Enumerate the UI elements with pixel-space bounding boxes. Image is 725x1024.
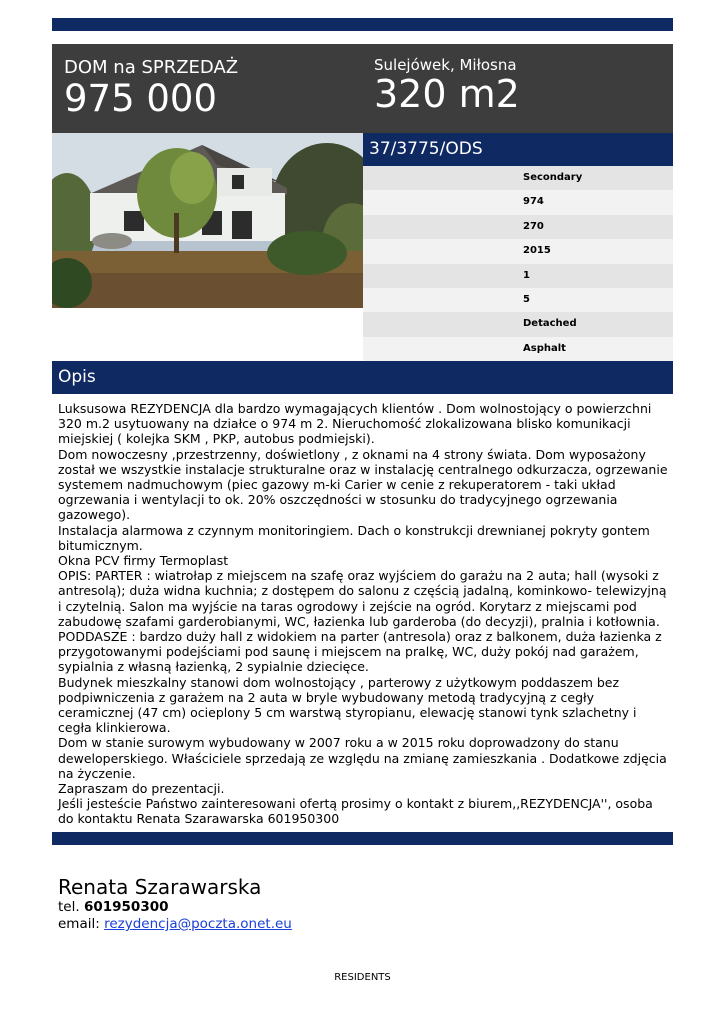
detail-value: 974 — [523, 196, 544, 208]
agent-email-link[interactable]: rezydencja@poczta.onet.eu — [104, 916, 292, 932]
description-paragraph: Okna PCV firmy Termoplast — [58, 553, 229, 569]
detail-row — [363, 215, 673, 239]
detail-row — [363, 239, 673, 263]
detail-row — [363, 288, 673, 312]
detail-value: Secondary — [523, 172, 583, 183]
listing-header — [52, 44, 673, 133]
detail-value: 2015 — [523, 245, 551, 257]
description-paragraph: Dom nowoczesny ,przestrzenny, doświetlony , z oknami na 4 strony świata. Dom wyposażony został we wszystkie instalacje strukturalne oraz w instalację centralnego odkurzacza, ogrzewanie systemem nadmuchowym (piec gazowy m-ki Carier w cenie z rekuperatorem - taki układ ogrzewania i wentylacji to ok. 20% oszczędności w stosunku do tradycyjnego ogrzewania gazowego). — [58, 446, 668, 523]
detail-row — [363, 166, 673, 190]
agent-phone-line — [58, 899, 292, 916]
reference-number: 37/3775/ODS — [369, 139, 483, 159]
detail-value: Asphalt — [523, 342, 566, 354]
description-paragraph: OPIS: PARTER : wiatrołap z miejscem na szafę oraz wyjściem do garażu na 2 auta; hall (wysoki z antresolą); duża widna kuchnia; z dostępem do salonu z częścią jadalną, kominkowo- telewizyjną i czytelnią. Salon ma wyjście na taras ogrodowy i zejście na ogród. Korytarz z miejscami pod zabudowę szafami garderobianymi, WC, łazienka lub garderoba (do decyzji), pralnia i kotłownia. — [58, 568, 667, 629]
property-details-table — [363, 166, 673, 361]
phone-label: tel. — [58, 899, 80, 915]
detail-row — [363, 312, 673, 336]
listing-price: 975 000 — [64, 77, 218, 120]
description-paragraph: PODDASZE : bardzo duży hall z widokiem na parter (antresola) oraz z balkonem, duża łazienka z przygotowanymi podejściami pod saunę i miejscem na pralkę, WC, duży pokój nad garażem, sypialnia z własną łazienką, 2 sypialnie dziecięce. — [58, 629, 662, 675]
description-heading-bar — [52, 361, 673, 394]
detail-row — [363, 190, 673, 214]
listing-area: 320 m2 — [374, 72, 520, 116]
description-body — [58, 401, 670, 827]
agent-phone: 601950300 — [83, 899, 169, 915]
description-heading: Opis — [58, 367, 96, 387]
top-accent-bar — [52, 18, 673, 31]
house-photo — [52, 133, 363, 308]
email-label: email: — [58, 916, 100, 932]
description-paragraph: Budynek mieszkalny stanowi dom wolnostojący , parterowy z użytkowym poddaszem bez podpiwniczenia z garażem na 2 auta w bryle wybudowany metodą tradycyjną z cegły ceramicznej (47 cm) ocieplony 5 cm warstwą styropianu, elewację stanowi tynk szlachetny i cegła klinkierowa. — [58, 674, 637, 736]
footer-brand: RESIDENTS — [334, 972, 391, 983]
description-paragraph: Instalacja alarmowa z czynnym monitoringiem. Dach o konstrukcji drewnianej pokryty gontem bitumicznym. — [58, 522, 650, 553]
bottom-accent-bar — [52, 832, 673, 845]
detail-value: 1 — [523, 269, 530, 281]
detail-value: Detached — [523, 318, 577, 330]
description-paragraph: Luksusowa REZYDENCJA dla bardzo wymagających klientów . Dom wolnostojący o powierzchni 320 m.2 usytuowany na działce o 974 m 2. Nieruchomość zlokalizowana blisko komunikacji miejskiej ( kolejka SKM , PKP, autobus podmiejski). — [58, 401, 652, 447]
agent-name: Renata Szarawarska — [58, 875, 262, 899]
detail-row — [363, 337, 673, 361]
detail-value: 270 — [523, 220, 544, 232]
agent-contact — [58, 875, 292, 933]
description-paragraph: Jeśli jesteście Państwo zainteresowani ofertą prosimy o kontakt z biurem,,REZYDENCJA'', osoba do kontaktu Renata Szarawarska 601950300 — [58, 796, 653, 827]
description-paragraph: Zapraszam do prezentacji. — [58, 781, 225, 797]
description-paragraph: Dom w stanie surowym wybudowany w 2007 roku a w 2015 roku doprowadzony do stanu deweloperskiego. Właściciele sprzedają ze względu na zmianę zamieszkania . Dodatkowe zdjęcia na życzenie. — [58, 735, 667, 781]
listing-type: DOM na SPRZEDAŻ — [64, 57, 239, 78]
listing-location: Sulejówek, Miłosna — [374, 56, 517, 74]
agent-email-line — [58, 916, 292, 933]
detail-value: 5 — [523, 293, 530, 305]
reference-number-bar — [363, 133, 673, 166]
detail-row — [363, 264, 673, 288]
